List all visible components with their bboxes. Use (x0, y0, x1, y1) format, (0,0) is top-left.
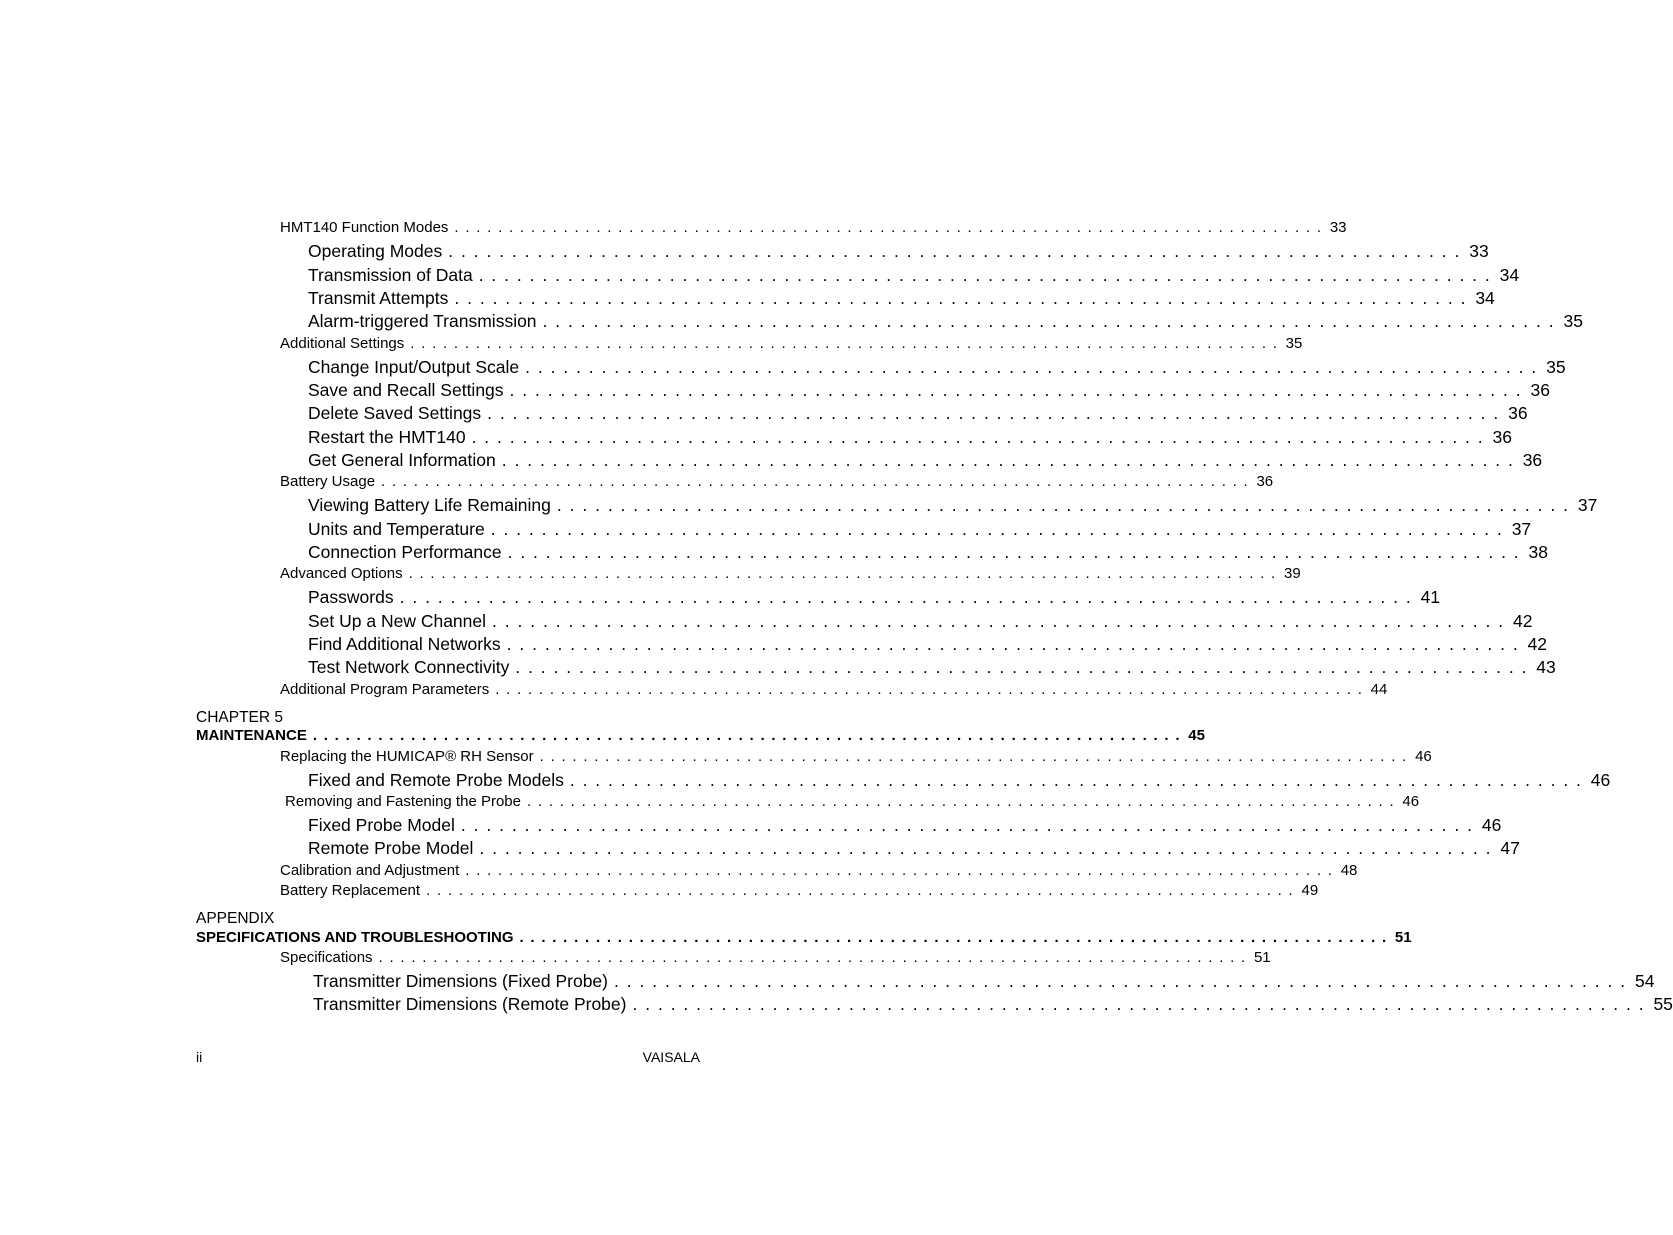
toc-entry[interactable] (308, 838, 1520, 859)
toc-entry[interactable] (308, 634, 1548, 655)
chapter-label: CHAPTER 5 (196, 709, 283, 726)
dot-leader: ................................................................................ (507, 542, 1527, 562)
toc-entry[interactable] (308, 495, 1598, 516)
toc-entry-page: 41 (1420, 587, 1441, 607)
toc-entry[interactable] (280, 748, 1432, 765)
toc-entry[interactable] (280, 949, 1271, 966)
toc-entry-title: Battery Usage (280, 473, 376, 490)
chapter-title-entry[interactable] (196, 727, 1205, 744)
toc-entry[interactable] (280, 565, 1301, 582)
dot-leader: ................................................................................ (460, 815, 1480, 835)
toc-entry-page: 35 (1285, 335, 1303, 352)
dot-leader: ................................................................................ (515, 657, 1535, 677)
toc-entry-title: Get General Information (308, 450, 496, 470)
toc-entry-page: 42 (1527, 634, 1548, 654)
toc-entry[interactable] (308, 770, 1611, 791)
dot-leader: ................................................................................ (478, 265, 1498, 285)
dot-leader: ................................................................................ (454, 219, 1328, 236)
toc-entry-title: Alarm-triggered Transmission (308, 311, 537, 331)
toc-entry-page: 37 (1511, 519, 1532, 539)
dot-leader: ................................................................................ (526, 793, 1401, 810)
dot-leader: ................................................................................ (492, 611, 1511, 631)
dot-leader: ................................................................................ (479, 838, 1499, 858)
dot-leader: ................................................................................ (454, 288, 1474, 308)
chapter-page: 45 (1188, 727, 1205, 744)
toc-entry[interactable] (308, 403, 1528, 424)
chapter-title: MAINTENANCE (196, 727, 307, 744)
toc-entry[interactable] (308, 241, 1489, 262)
toc-entry-title: Removing and Fastening the Probe (285, 793, 521, 810)
toc-entry-page: 46 (1415, 748, 1432, 765)
footer-page-number: ii (196, 1049, 203, 1065)
dot-leader: ................................................................................ (509, 380, 1529, 400)
dot-leader: ................................................................................ (381, 473, 1255, 490)
toc-entry-title: Battery Replacement (280, 882, 421, 899)
toc-entry[interactable] (308, 542, 1549, 563)
toc-entry-page: 35 (1563, 311, 1583, 331)
toc-entry[interactable] (308, 450, 1543, 471)
toc-entry-page: 43 (1536, 657, 1556, 677)
toc-entry-title: Operating Modes (308, 241, 443, 261)
toc-entry-title: Connection Performance (308, 542, 502, 562)
toc-entry-title: Fixed and Remote Probe Models (308, 770, 564, 790)
toc-entry[interactable] (308, 611, 1533, 632)
dot-leader: ................................................................................ (569, 770, 1589, 790)
dot-leader: ................................................................................ (465, 862, 1339, 879)
toc-entry-page: 33 (1329, 219, 1347, 236)
toc-entry-page: 36 (1522, 450, 1543, 470)
toc-entry-page: 47 (1500, 838, 1520, 858)
toc-entry[interactable] (308, 587, 1441, 608)
toc-entry-title: Restart the HMT140 (308, 427, 466, 447)
dot-leader: ................................................................................ (614, 971, 1633, 991)
toc-entry-page: 46 (1402, 793, 1420, 810)
toc-entry[interactable] (308, 657, 1556, 678)
toc-entry-page: 33 (1469, 241, 1489, 261)
toc-entry-title: Units and Temperature (308, 519, 485, 539)
toc-entry[interactable] (280, 862, 1358, 879)
footer-brand: VAISALA (642, 1049, 700, 1065)
toc-entry[interactable] (308, 380, 1550, 401)
dot-leader: ................................................................................ (410, 335, 1284, 352)
toc-entry[interactable] (308, 311, 1583, 332)
toc-entry-title: Viewing Battery Life Remaining (308, 495, 551, 515)
dot-leader: ................................................................................ (632, 994, 1652, 1014)
toc-entry-title: Find Additional Networks (308, 634, 501, 654)
toc-entry-page: 34 (1499, 265, 1520, 285)
dot-leader: ................................................................................ (448, 241, 1468, 261)
toc-entry-title: Transmitter Dimensions (Remote Probe) (313, 994, 627, 1014)
dot-leader: ................................................................................ (539, 748, 1414, 765)
toc-entry-page: 39 (1283, 565, 1301, 582)
toc-entry-page: 55 (1653, 994, 1673, 1014)
dot-leader: ................................................................................ (399, 587, 1419, 607)
toc-entry[interactable] (308, 357, 1566, 378)
toc-entry[interactable] (308, 288, 1495, 309)
toc-entry[interactable] (308, 265, 1520, 286)
toc-entry-title: Calibration and Adjustment (280, 862, 460, 879)
dot-leader: ................................................................................ (495, 681, 1369, 698)
dot-leader: ................................................................................ (556, 495, 1576, 515)
dot-leader: ................................................................................ (542, 311, 1562, 331)
toc-entry-page: 36 (1508, 403, 1528, 423)
toc-entry-title: Remote Probe Model (308, 838, 474, 858)
toc-entry-page: 42 (1513, 611, 1533, 631)
toc-entry-page: 36 (1492, 427, 1512, 447)
toc-entry-title: Passwords (308, 587, 394, 607)
toc-entry[interactable] (280, 219, 1347, 236)
toc-entry-page: 36 (1256, 473, 1274, 490)
toc-entry[interactable] (313, 994, 1673, 1015)
toc-entry[interactable] (280, 882, 1319, 899)
appendix-label: APPENDIX (196, 910, 275, 927)
toc-entry-page: 51 (1253, 949, 1271, 966)
toc-entry[interactable] (285, 793, 1420, 810)
toc-entry-page: 36 (1530, 380, 1550, 400)
toc-entry-page: 34 (1475, 288, 1495, 308)
dot-leader: ................................................................................ (471, 427, 1491, 447)
toc-entry-title: Save and Recall Settings (308, 380, 504, 400)
appendix-page: 51 (1394, 929, 1412, 946)
toc-entry-title: Test Network Connectivity (308, 657, 510, 677)
dot-leader: ................................................................................ (490, 519, 1510, 539)
dot-leader: ................................................................................ (519, 929, 1393, 946)
toc-entry[interactable] (308, 519, 1532, 540)
toc-entry-page: 44 (1370, 681, 1388, 698)
toc-entry-title: Fixed Probe Model (308, 815, 455, 835)
toc-entry-page: 35 (1546, 357, 1566, 377)
dot-leader: ................................................................................ (501, 450, 1521, 470)
appendix-title: SPECIFICATIONS AND TROUBLESHOOTING (196, 929, 514, 946)
toc-entry[interactable] (313, 971, 1655, 992)
dot-leader: ................................................................................ (487, 403, 1507, 423)
toc-entry-title: Additional Program Parameters (280, 681, 490, 698)
toc-entry-title: Specifications (280, 949, 373, 966)
appendix-title-entry[interactable] (196, 929, 1412, 946)
toc-entry-title: HMT140 Function Modes (280, 219, 449, 236)
toc-entry-title: Transmitter Dimensions (Fixed Probe) (313, 971, 608, 991)
toc-entry-page: 38 (1528, 542, 1549, 562)
toc-entry[interactable] (280, 335, 1303, 352)
toc-entry-page: 48 (1340, 862, 1358, 879)
toc-entry[interactable] (280, 473, 1274, 490)
toc-entry-page: 54 (1634, 971, 1655, 991)
toc-entry[interactable] (280, 681, 1388, 698)
toc-entry-page: 46 (1481, 815, 1502, 835)
dot-leader: ................................................................................ (408, 565, 1282, 582)
dot-leader: ................................................................................ (506, 634, 1526, 654)
toc-entry-title: Advanced Options (280, 565, 403, 582)
toc-entry-title: Set Up a New Channel (308, 611, 487, 631)
toc-entry-title: Change Input/Output Scale (308, 357, 520, 377)
toc-entry-title: Replacing the HUMICAP® RH Sensor (280, 748, 534, 765)
dot-leader: ................................................................................ (525, 357, 1545, 377)
toc-entry-title: Additional Settings (280, 335, 405, 352)
dot-leader: ................................................................................ (426, 882, 1300, 899)
toc-entry-title: Delete Saved Settings (308, 403, 482, 423)
dot-leader: ................................................................................ (312, 727, 1187, 744)
toc-entry-page: 37 (1577, 495, 1598, 515)
toc-entry-page: 46 (1590, 770, 1611, 790)
toc-entry[interactable] (308, 815, 1502, 836)
dot-leader: ................................................................................ (378, 949, 1252, 966)
toc-entry-title: Transmit Attempts (308, 288, 449, 308)
toc-entry-page: 49 (1301, 882, 1319, 899)
toc-entry[interactable] (308, 427, 1512, 448)
toc-entry-title: Transmission of Data (308, 265, 473, 285)
